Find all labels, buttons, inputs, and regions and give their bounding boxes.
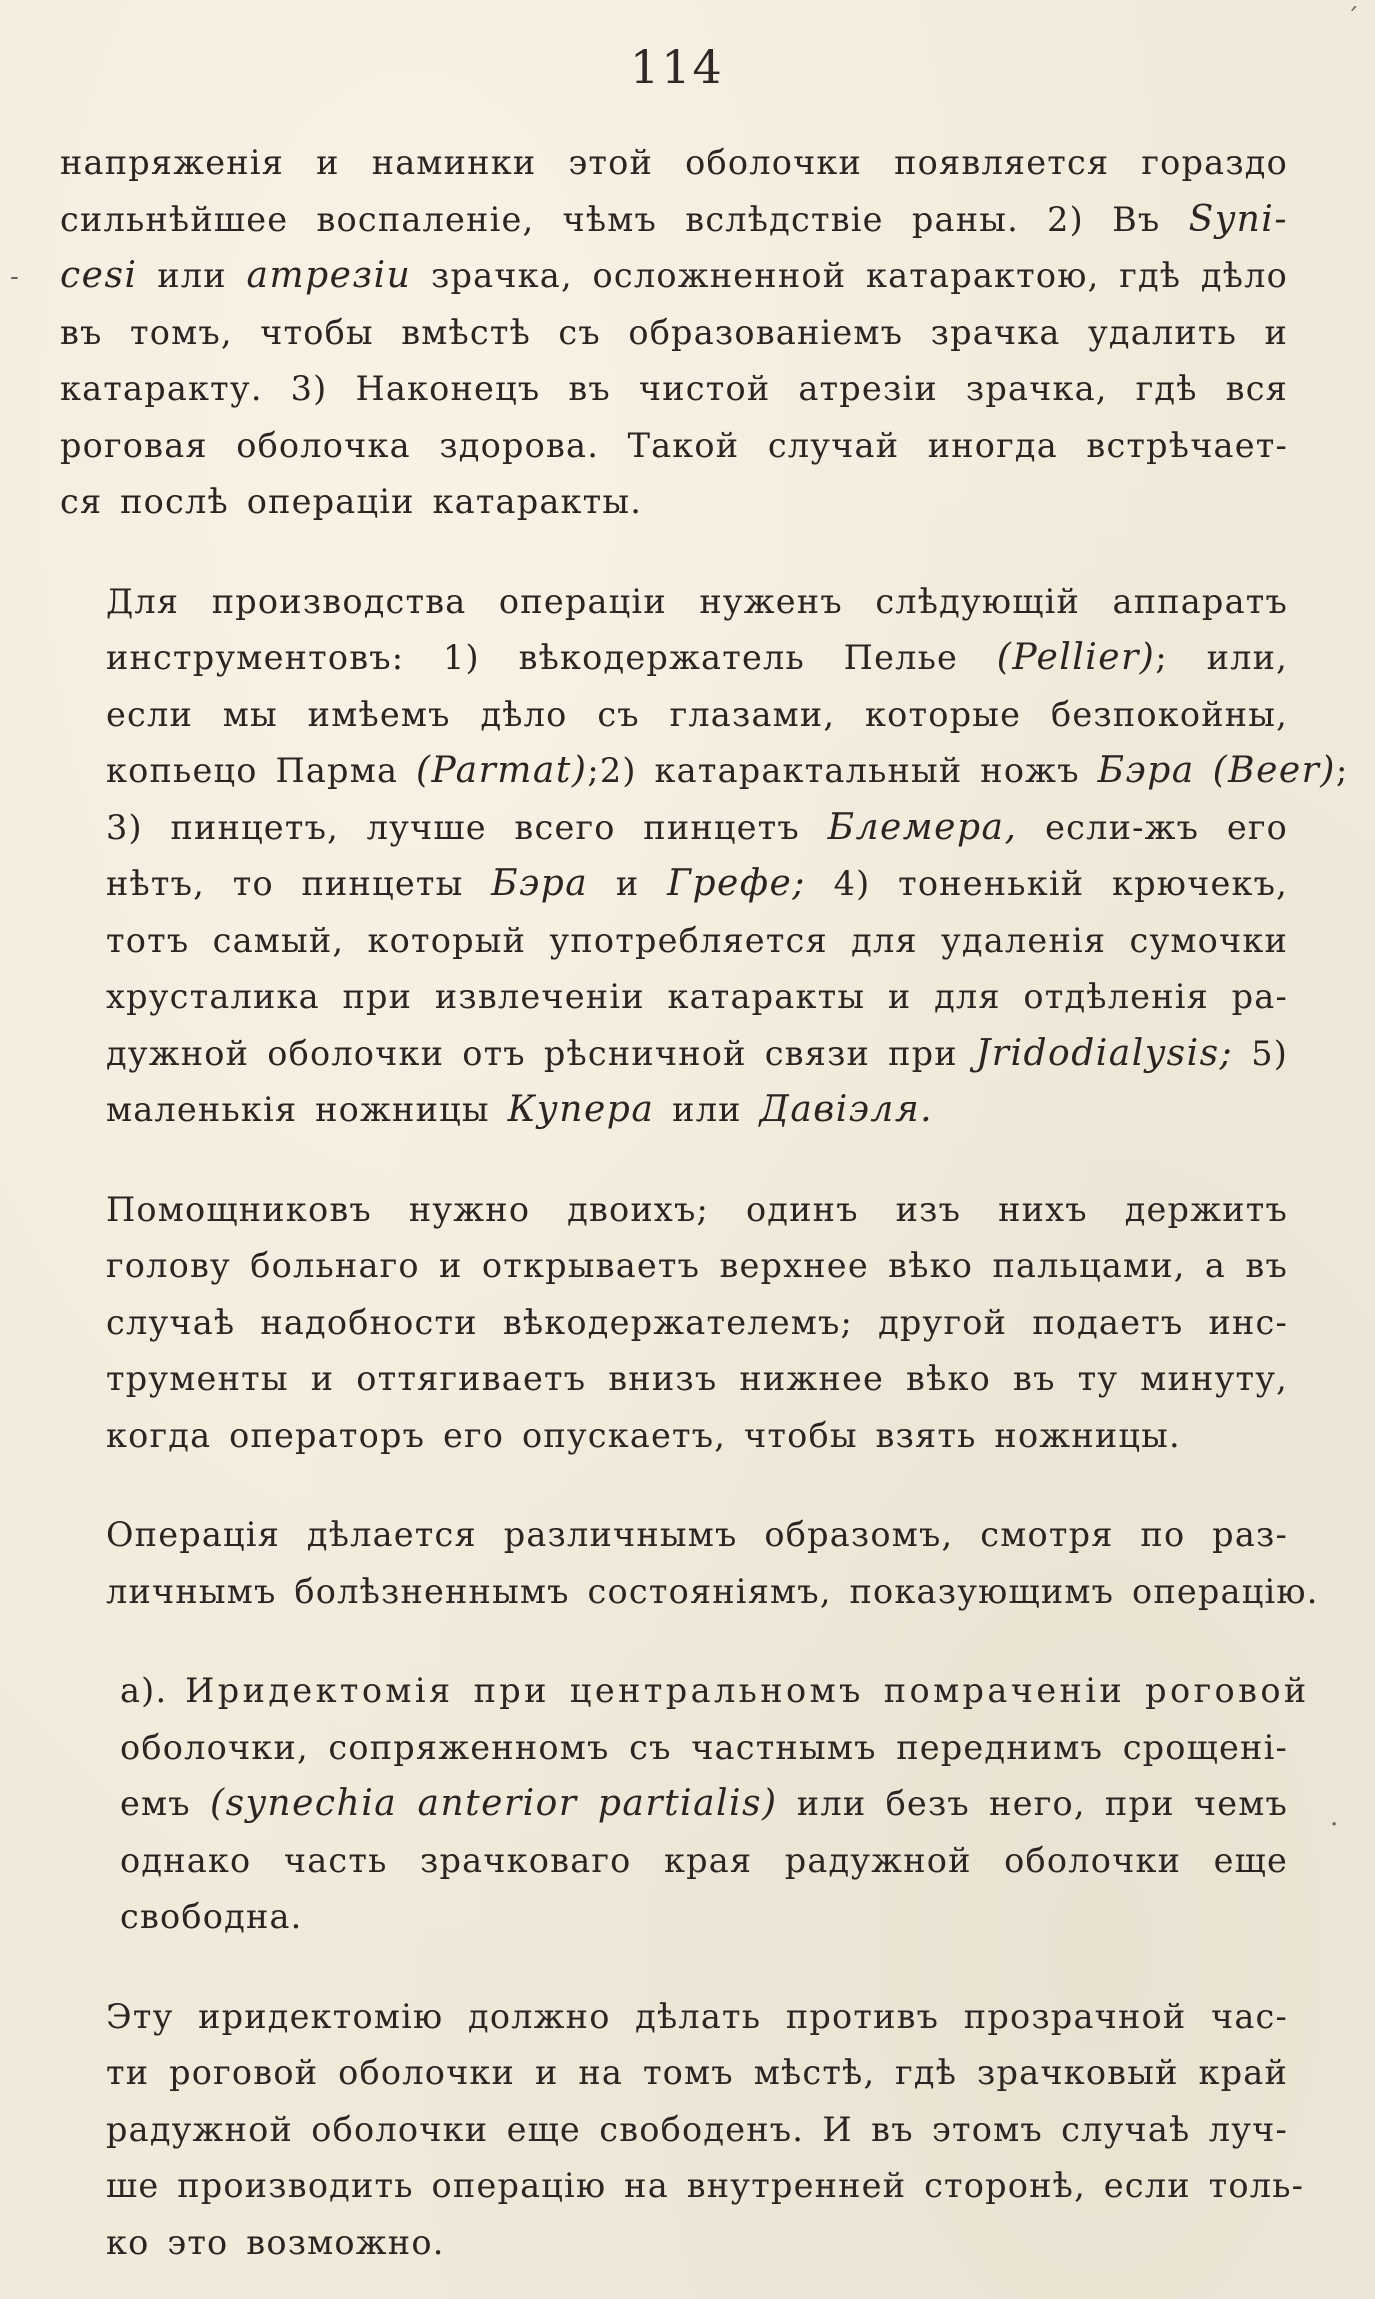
paragraph-6 xyxy=(60,1989,1305,2272)
text-line xyxy=(106,969,1288,1026)
text-line xyxy=(106,913,1288,970)
italic-term: Бэра xyxy=(1097,750,1195,791)
text-segment: Для производства операціи нуженъ слѣдующій аппаратъ xyxy=(106,581,1288,621)
text-line xyxy=(120,1663,1310,1720)
text-segment: 4) тоненькій крючекъ, xyxy=(805,864,1288,903)
section-heading-text: Иридектомія при центральномъ помраченіи роговой xyxy=(185,1671,1310,1710)
text-segment: хрусталика при извлеченіи катаракты и для отдѣленія ра- xyxy=(106,977,1288,1016)
text-line xyxy=(60,474,1288,531)
text-segment: или безъ него, при чемъ xyxy=(777,1784,1288,1823)
text-segment: если мы имѣемъ дѣло съ глазами, которые безпокойны, xyxy=(106,694,1288,734)
text-segment: ; или, xyxy=(1155,638,1288,677)
text-segment: нѣтъ, то пинцеты xyxy=(106,864,492,903)
paragraph-4 xyxy=(60,1507,1319,1620)
italic-term: (Pellier) xyxy=(996,637,1156,678)
text-line xyxy=(106,800,1288,857)
text-segment: тотъ самый, который употребляется для удаленія сумочки xyxy=(106,920,1288,960)
text-segment: однако часть зрачковаго края радужной оболочки еще xyxy=(120,1840,1288,1880)
text-segment: копьецо Парма xyxy=(106,751,416,790)
text-line xyxy=(60,135,1288,192)
text-line xyxy=(106,630,1288,687)
text-segment: ше производить операцію на внутренней сторонѣ, если толь- xyxy=(106,2166,1305,2205)
text-line xyxy=(106,1351,1288,1408)
text-line xyxy=(106,687,1288,744)
text-segment: 3) пинцетъ, лучше всего пинцетъ xyxy=(106,807,828,847)
italic-term: cesi xyxy=(60,255,138,296)
text-segment: ко это возможно. xyxy=(106,2222,445,2262)
text-segment: и xyxy=(588,864,668,903)
text-line xyxy=(106,1026,1288,1083)
italic-term: (Parmat) xyxy=(415,750,588,791)
body-text xyxy=(60,135,1349,2271)
italic-term: атрезіи xyxy=(246,255,412,296)
text-line xyxy=(60,305,1288,362)
text-segment: или xyxy=(137,256,247,295)
text-segment: ;2) катарактальный ножъ xyxy=(587,751,1098,790)
text-line xyxy=(106,1564,1319,1621)
text-segment: голову больнаго и открываетъ верхнее вѣко пальцами, а въ xyxy=(106,1246,1288,1285)
text-line xyxy=(106,1295,1288,1352)
text-segment: Помощниковъ нужно двоихъ; одинъ изъ нихъ держитъ xyxy=(106,1189,1288,1229)
text-line xyxy=(106,2158,1305,2215)
paragraph-3 xyxy=(60,1182,1288,1465)
text-segment: свободна. xyxy=(120,1897,303,1936)
text-segment: а). xyxy=(120,1671,186,1710)
text-segment: оболочки, сопряженномъ съ частнымъ переднимъ срощені- xyxy=(120,1727,1288,1767)
italic-term: Купера xyxy=(507,1089,655,1130)
text-segment: Эту иридектомію должно дѣлать противъ прозрачной час- xyxy=(106,1996,1288,2036)
text-line xyxy=(106,1408,1288,1465)
text-segment: въ томъ, чтобы вмѣстѣ съ образованіемъ зрачка удалить и xyxy=(60,312,1288,352)
text-segment: дужной оболочки отъ рѣсничной связи при xyxy=(106,1033,976,1073)
text-segment: личнымъ болѣзненнымъ состояніямъ, показующимъ операцію. xyxy=(106,1571,1319,1611)
text-segment: напряженія и наминки этой оболочки появляется гораздо xyxy=(60,143,1288,182)
italic-term: Syni- xyxy=(1188,198,1288,240)
text-line xyxy=(106,574,1288,631)
text-segment: радужной оболочки еще свободенъ. И въ этомъ случаѣ луч- xyxy=(106,2109,1288,2149)
text-segment: инструментовъ: 1) вѣкодержатель Пелье xyxy=(106,638,997,677)
italic-term: Jridodialysis; xyxy=(975,1032,1234,1074)
text-segment: сильнѣйшее воспаленіе, чѣмъ вслѣдствіе раны. 2) Въ xyxy=(60,199,1189,239)
text-segment: ся послѣ операціи катаракты. xyxy=(60,482,643,521)
italic-term: Бэра xyxy=(491,863,589,904)
margin-dash-mark: - xyxy=(10,262,19,292)
text-line xyxy=(106,1989,1288,2046)
page-number: 114 xyxy=(630,40,724,94)
italic-term: Грефе; xyxy=(667,863,806,904)
text-line xyxy=(106,1507,1288,1564)
text-line xyxy=(120,1720,1288,1777)
text-line xyxy=(106,2215,1288,2272)
text-line xyxy=(60,192,1288,249)
italic-term: (Beer) xyxy=(1212,750,1336,791)
text-line xyxy=(106,2045,1288,2102)
text-segment: 5) xyxy=(1233,1033,1289,1073)
text-segment: ти роговой оболочки и на томъ мѣстѣ, гдѣ зрачковый край xyxy=(106,2053,1288,2092)
text-line xyxy=(60,418,1288,475)
margin-dot-mark: · xyxy=(1330,1810,1339,1840)
text-segment: трументы и оттягиваетъ внизъ нижнее вѣко въ ту минуту, xyxy=(106,1359,1288,1398)
text-segment xyxy=(1195,751,1213,790)
text-segment: маленькія ножницы xyxy=(106,1090,508,1129)
text-segment: ; xyxy=(1335,751,1349,790)
text-line xyxy=(60,361,1288,418)
text-line xyxy=(106,743,1349,800)
text-line xyxy=(106,2102,1288,2159)
paragraph-5 xyxy=(60,1663,1310,1946)
text-segment: Операція дѣлается различнымъ образомъ, смотря по раз- xyxy=(106,1515,1288,1554)
text-line xyxy=(120,1833,1288,1890)
text-line xyxy=(60,248,1288,305)
text-segment: если-жъ его xyxy=(1017,807,1288,847)
text-line xyxy=(106,1082,1288,1139)
text-line xyxy=(106,1238,1288,1295)
text-segment: зрачка, осложненной катарактою, гдѣ дѣло xyxy=(411,256,1288,295)
margin-tick-mark: ˊ xyxy=(1346,4,1359,34)
italic-term: Блемера, xyxy=(827,806,1018,848)
text-segment: роговая оболочка здорова. Такой случай иногда встрѣчает- xyxy=(60,425,1288,465)
text-segment: когда операторъ его опускаетъ, чтобы взять ножницы. xyxy=(106,1415,1181,1455)
paragraph-2 xyxy=(60,574,1349,1139)
text-segment: или xyxy=(654,1090,760,1129)
text-line xyxy=(106,856,1288,913)
italic-term: Давіэля. xyxy=(759,1089,934,1130)
text-segment: катаракту. 3) Наконецъ въ чистой атрезіи зрачка, гдѣ вся xyxy=(60,369,1288,408)
text-segment: случаѣ надобности вѣкодержателемъ; другой подаетъ инс- xyxy=(106,1302,1288,1342)
text-line xyxy=(106,1182,1288,1239)
text-line xyxy=(120,1889,1288,1946)
paragraph-1 xyxy=(60,135,1288,531)
text-line xyxy=(120,1776,1288,1833)
text-segment: емъ xyxy=(120,1784,211,1823)
italic-term: (synechia anterior partialis) xyxy=(210,1783,778,1824)
